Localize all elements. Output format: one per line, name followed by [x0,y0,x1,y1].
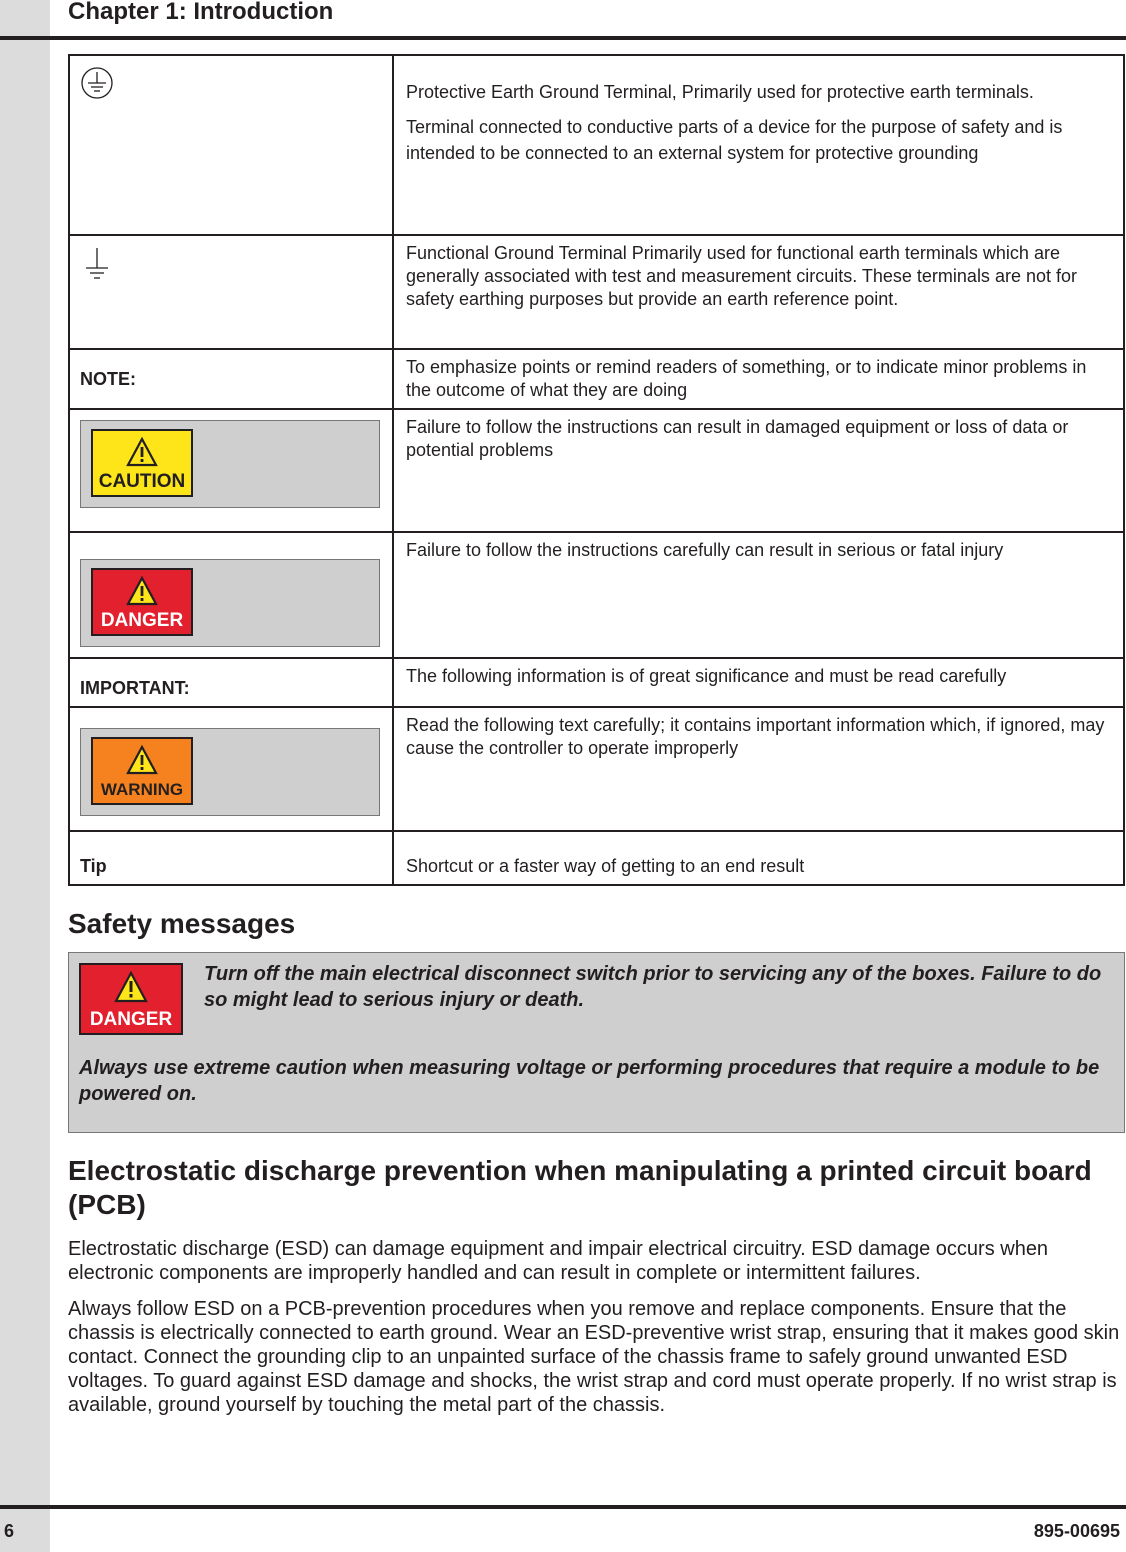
warning-desc: Read the following text carefully; it contains important information which, if ignored, may cause the controller to operate improperly [393,707,1124,831]
table-row [69,658,1124,707]
danger-warning-icon [126,576,158,606]
important-desc: The following information is of great significance and must be read carefully [393,658,1124,707]
safety-danger-label: DANGER [89,1009,173,1030]
header-rule [0,36,1126,40]
caution-label: CAUTION [98,471,186,492]
chapter-title: Chapter 1: Introduction [68,0,334,25]
table-row [69,831,1124,885]
esd-paragraph-2: Always follow ESD on a PCB-prevention procedures when you remove and replace components. Ensure that the chassis is electrically connected to earth ground. Wear an ESD-preventive wrist strap, ensuring that it makes good skin contact. Connect the grounding clip to an unpainted surface of the chassis frame to safely ground unwanted ESD voltages. To guard against ESD damage and shocks, the wrist strap and cord must operate properly. If no wrist strap is available, ground yourself by touching the metal part of the chassis. [68,1298,1120,1416]
warning-panel [80,728,380,816]
danger-badge [91,568,193,636]
esd-heading: Electrostatic discharge prevention when manipulating a printed circuit board (PCB) [68,1155,1092,1220]
conventions-table [68,54,1125,886]
note-label: NOTE: [69,349,393,409]
warning-label: WARNING [100,780,184,799]
left-margin-bar [0,0,50,1552]
table-row [69,55,1124,235]
protective-earth-icon [80,66,114,100]
footer-rule [0,1505,1126,1509]
danger-panel [80,559,380,647]
caution-desc: Failure to follow the instructions can result in damaged equipment or loss of data or potential problems [393,409,1124,532]
table-row [69,349,1124,409]
esd-paragraph-1: Electrostatic discharge (ESD) can damage equipment and impair electrical circuitry. ESD damage occurs when electronic components are improperly handled and can result in complete or intermittent failures. [68,1238,1049,1284]
danger-warning-icon [114,971,148,1003]
warning-alert-icon [126,745,158,775]
functional-ground-icon [80,246,114,282]
note-desc: To emphasize points or remind readers of something, or to indicate minor problems in the outcome of what they are doing [393,349,1124,409]
table-row [69,532,1124,658]
danger-label: DANGER [100,610,184,631]
safety-danger-badge [79,963,183,1035]
caution-warning-icon [126,437,158,467]
table-row [69,235,1124,349]
document-number: 895-00695 [1033,1521,1120,1541]
functional-ground-desc: Functional Ground Terminal Primarily used for functional earth terminals which are generally associated with test and measurement circuits. These terminals are not for safety earthing purposes but provide an earth reference point. [393,235,1124,349]
safety-heading: Safety messages [68,908,296,939]
caution-panel [80,420,380,508]
tip-label: Tip [69,831,393,885]
safety-message-2: Always use extreme caution when measuring voltage or performing procedures that require a module to be powered on. [79,1057,1100,1105]
caution-badge [91,429,193,497]
table-row [69,707,1124,831]
protective-earth-detail: Terminal connected to conductive parts of a device for the purpose of safety and is intended to be connected to an external system for protective grounding [406,117,1063,163]
table-row [69,409,1124,532]
protective-earth-desc: Protective Earth Ground Terminal, Primarily used for protective earth terminals. [406,82,1034,102]
tip-desc: Shortcut or a faster way of getting to an end result [393,831,1124,885]
important-label: IMPORTANT: [69,658,393,707]
warning-badge [91,737,193,805]
safety-message-1: Turn off the main electrical disconnect switch prior to servicing any of the boxes. Failure to do so might lead to serious injury or death. [204,963,1102,1011]
page-number: 6 [4,1521,15,1541]
safety-danger-box [68,952,1125,1133]
danger-desc: Failure to follow the instructions carefully can result in serious or fatal injury [393,532,1124,658]
